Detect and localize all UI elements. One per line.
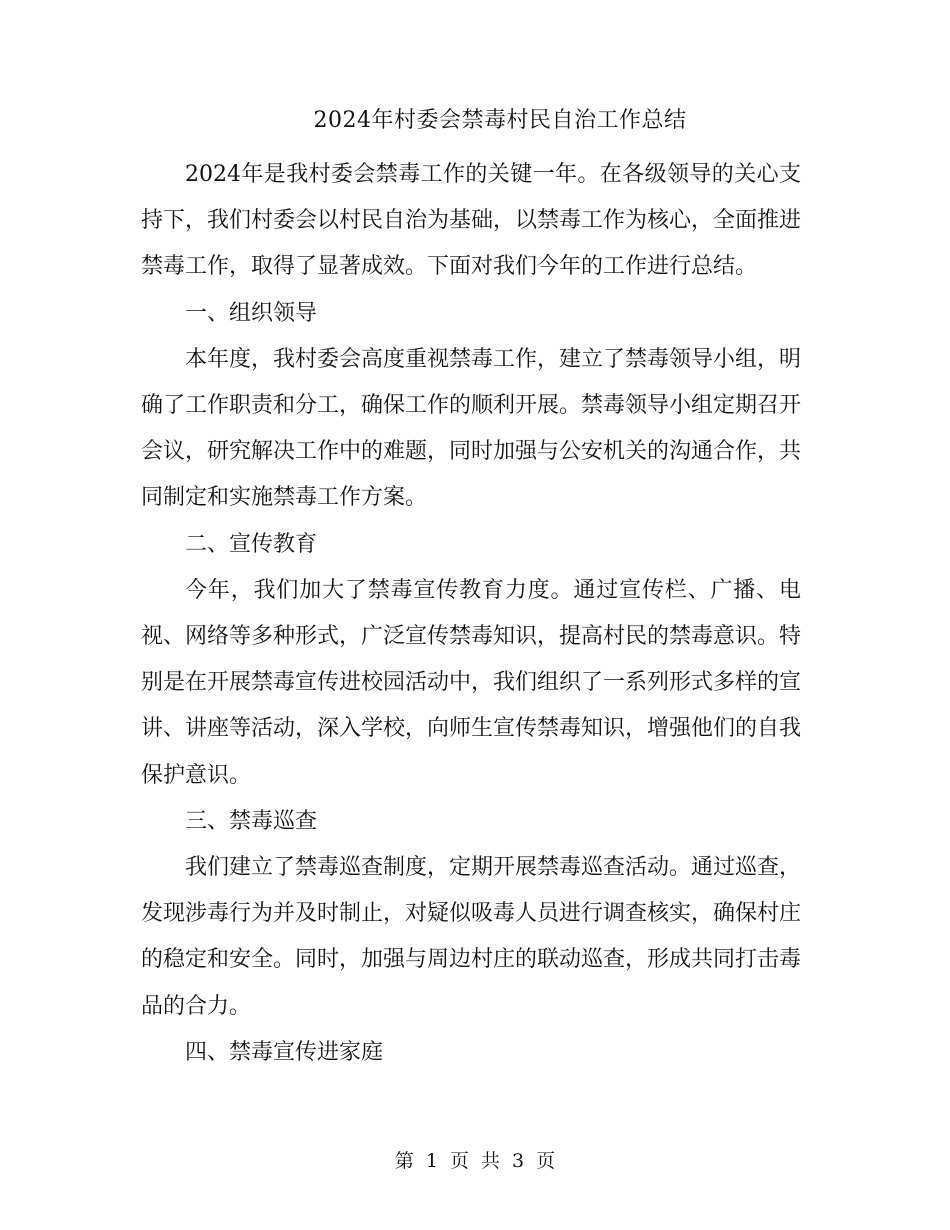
page-number-footer: 第 1 页 共 3 页 xyxy=(394,1150,556,1172)
section-heading-organization: 一、组织领导 xyxy=(185,300,318,326)
section-body-patrol: 我们建立了禁毒巡查制度，定期开展禁毒巡查活动。通过巡查，发现涉毒行为并及时制止，对疑似吸毒人员进行调查核实，确保村庄的稳定和安全。同时，加强与周边村庄的联动巡查，形成共同打击毒品的合力。 xyxy=(141,855,802,1019)
section-heading-publicity: 二、宣传教育 xyxy=(185,531,318,557)
section-body-publicity: 今年，我们加大了禁毒宣传教育力度。通过宣传栏、广播、电视、网络等多种形式，广泛宣传禁毒知识，提高村民的禁毒意识。特别是在开展禁毒宣传进校园活动中，我们组织了一系列形式多样的宣讲、讲座等活动，深入学校，向师生宣传禁毒知识，增强他们的自我保护意识。 xyxy=(141,577,802,788)
section-heading-family-outreach: 四、禁毒宣传进家庭 xyxy=(185,1039,384,1065)
intro-paragraph: 2024年是我村委会禁毒工作的关键一年。在各级领导的关心支持下，我们村委会以村民自治为基础，以禁毒工作为核心，全面推进禁毒工作，取得了显著成效。下面对我们今年的工作进行总结。 xyxy=(141,162,802,280)
section-body-organization: 本年度，我村委会高度重视禁毒工作，建立了禁毒领导小组，明确了工作职责和分工，确保工作的顺利开展。禁毒领导小组定期召开会议，研究解决工作中的难题，同时加强与公安机关的沟通合作，共同制定和实施禁毒工作方案。 xyxy=(141,346,802,511)
section-heading-patrol: 三、禁毒巡查 xyxy=(185,808,318,834)
document-body xyxy=(141,152,801,1076)
document-title: 2024年村委会禁毒村民自治工作总结 xyxy=(313,108,687,133)
